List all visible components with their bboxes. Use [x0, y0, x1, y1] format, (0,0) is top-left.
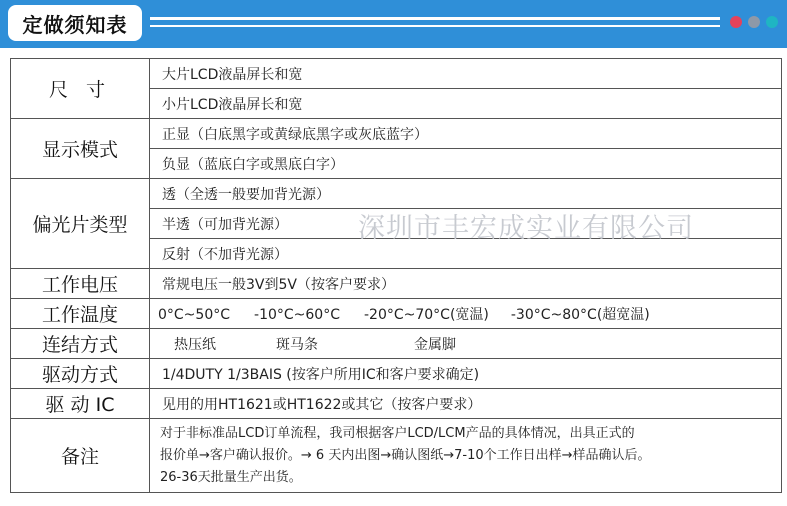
red-dot-icon	[730, 16, 742, 28]
gray-dot-icon	[748, 16, 760, 28]
drive-mode-label: 驱动方式	[11, 359, 150, 389]
size-small-value: 小片LCD液晶屏长和宽	[150, 89, 782, 119]
connection-option: 斑马条	[276, 336, 318, 353]
remarks-line: 26-36天批量生产出货。	[160, 469, 302, 485]
remarks-value	[150, 419, 782, 493]
connection-value	[150, 329, 782, 359]
table-row	[11, 119, 782, 149]
voltage-label: 工作电压	[11, 269, 150, 299]
polarizer-transflective-value: 半透（可加背光源）	[150, 209, 782, 239]
remarks-label: 备注	[11, 419, 150, 493]
table-row	[11, 329, 782, 359]
connection-option: 金属脚	[414, 336, 456, 353]
temperature-label: 工作温度	[11, 299, 150, 329]
size-large-value: 大片LCD液晶屏长和宽	[150, 59, 782, 89]
temperature-option: -20°C~70°C(宽温)	[363, 306, 489, 323]
display-negative-value: 负显（蓝底白字或黑底白字）	[150, 149, 782, 179]
header-line-top	[150, 17, 720, 20]
drive-ic-label: 驱 动 IC	[11, 389, 150, 419]
polarizer-transmissive-value: 透（全透一般要加背光源）	[150, 179, 782, 209]
spec-table	[10, 58, 782, 493]
table-row	[11, 299, 782, 329]
drive-mode-value: 1/4DUTY 1/3BAIS (按客户所用IC和客户要求确定)	[150, 359, 782, 389]
header-line-bottom	[150, 25, 720, 27]
company-watermark: 深圳市丰宏成实业有限公司	[358, 213, 694, 244]
connection-label: 连结方式	[11, 329, 150, 359]
page-title: 定做须知表	[8, 5, 142, 41]
drive-ic-value: 见用的用HT1621或HT1622或其它（按客户要求）	[150, 389, 782, 419]
voltage-value: 常规电压一般3V到5V（按客户要求）	[150, 269, 782, 299]
header-banner	[0, 0, 787, 48]
polarizer-label: 偏光片类型	[11, 179, 150, 269]
temperature-value	[150, 299, 782, 329]
size-label: 尺 寸	[11, 59, 150, 119]
display-mode-label: 显示模式	[11, 119, 150, 179]
table-row	[11, 269, 782, 299]
table-row	[11, 179, 782, 209]
polarizer-reflective-value: 反射（不加背光源）	[150, 239, 782, 269]
temperature-option: 0°C~50°C	[158, 306, 231, 323]
remarks-line: 报价单→客户确认报价。→ 6 天内出图→确认图纸→7-10个工作日出样→样品确认后。	[160, 447, 651, 463]
table-row	[11, 389, 782, 419]
temperature-option: -30°C~80°C(超宽温)	[510, 306, 650, 323]
teal-dot-icon	[766, 16, 778, 28]
connection-option: 热压纸	[174, 336, 216, 353]
remarks-line: 对于非标准品LCD订单流程，我司根据客户LCD/LCM产品的具体情况，出具正式的	[160, 425, 635, 441]
temperature-option: -10°C~60°C	[254, 306, 340, 323]
table-row	[11, 359, 782, 389]
display-positive-value: 正显（白底黑字或黄绿底黑字或灰底蓝字）	[150, 119, 782, 149]
table-row	[11, 59, 782, 89]
table-row	[11, 419, 782, 493]
